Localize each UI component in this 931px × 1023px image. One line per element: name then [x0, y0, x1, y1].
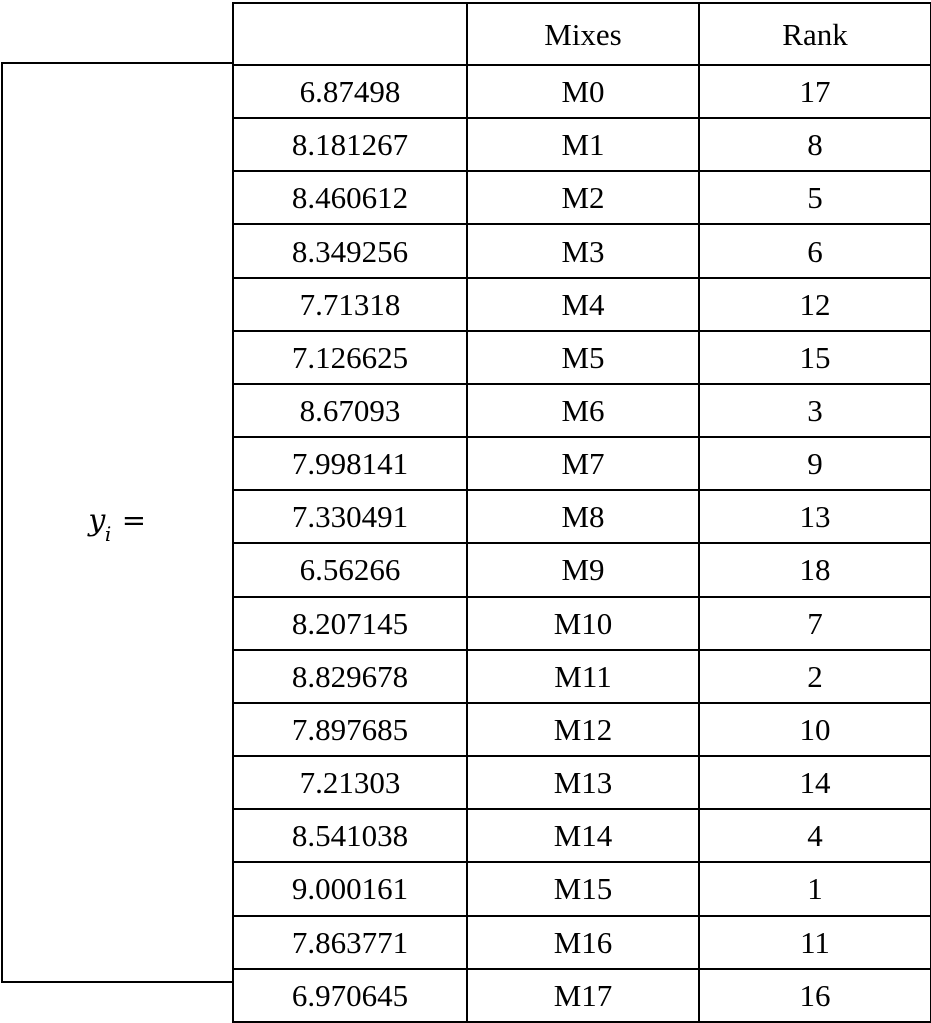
- cell-mix: M8: [467, 490, 699, 543]
- cell-value: 8.829678: [233, 650, 467, 703]
- cell-mix: M11: [467, 650, 699, 703]
- label-equals: =: [121, 503, 147, 537]
- table-row: [233, 703, 931, 756]
- cell-value: 8.207145: [233, 597, 467, 650]
- cell-value: 7.998141: [233, 437, 467, 490]
- cell-mix: M10: [467, 597, 699, 650]
- cell-mix: M15: [467, 862, 699, 915]
- mixes-rank-table: [232, 2, 931, 1023]
- column-header-value: [233, 3, 467, 65]
- cell-rank: 13: [699, 490, 931, 543]
- cell-value: 8.460612: [233, 171, 467, 224]
- cell-value: 7.863771: [233, 916, 467, 969]
- cell-mix: M16: [467, 916, 699, 969]
- cell-rank: 10: [699, 703, 931, 756]
- table-row: [233, 490, 931, 543]
- cell-rank: 6: [699, 224, 931, 277]
- table-row: [233, 756, 931, 809]
- table-row: [233, 384, 931, 437]
- cell-mix: M12: [467, 703, 699, 756]
- cell-value: 6.56266: [233, 543, 467, 596]
- cell-mix: M14: [467, 809, 699, 862]
- cell-rank: 12: [699, 278, 931, 331]
- cell-value: 7.21303: [233, 756, 467, 809]
- cell-rank: 9: [699, 437, 931, 490]
- cell-mix: M13: [467, 756, 699, 809]
- cell-rank: 15: [699, 331, 931, 384]
- cell-rank: 2: [699, 650, 931, 703]
- header-row: [233, 3, 931, 65]
- label-subscript: i: [104, 522, 112, 546]
- column-header-mixes: Mixes: [467, 3, 699, 65]
- cell-value: 9.000161: [233, 862, 467, 915]
- label-variable: y: [88, 503, 106, 538]
- table-row: [233, 809, 931, 862]
- cell-mix: M9: [467, 543, 699, 596]
- table-row: [233, 171, 931, 224]
- table-row: [233, 597, 931, 650]
- cell-mix: M4: [467, 278, 699, 331]
- cell-mix: M6: [467, 384, 699, 437]
- cell-rank: 8: [699, 118, 931, 171]
- table-row: [233, 650, 931, 703]
- table-row: [233, 437, 931, 490]
- cell-value: 6.87498: [233, 65, 467, 118]
- y-i-equals-label: [88, 503, 147, 546]
- cell-value: 8.349256: [233, 224, 467, 277]
- cell-mix: M2: [467, 171, 699, 224]
- cell-rank: 4: [699, 809, 931, 862]
- cell-rank: 3: [699, 384, 931, 437]
- column-header-rank: Rank: [699, 3, 931, 65]
- cell-rank: 17: [699, 65, 931, 118]
- cell-rank: 7: [699, 597, 931, 650]
- table-row: [233, 916, 931, 969]
- table-row: [233, 278, 931, 331]
- cell-mix: M7: [467, 437, 699, 490]
- cell-value: 8.181267: [233, 118, 467, 171]
- table-header: [233, 3, 931, 65]
- cell-rank: 5: [699, 171, 931, 224]
- cell-rank: 14: [699, 756, 931, 809]
- table-row: [233, 224, 931, 277]
- table-body: [233, 65, 931, 1022]
- cell-value: 6.970645: [233, 969, 467, 1022]
- cell-mix: M5: [467, 331, 699, 384]
- table-row: [233, 862, 931, 915]
- cell-mix: M17: [467, 969, 699, 1022]
- cell-value: 8.67093: [233, 384, 467, 437]
- cell-rank: 16: [699, 969, 931, 1022]
- table-row: [233, 543, 931, 596]
- cell-rank: 11: [699, 916, 931, 969]
- table-row: [233, 331, 931, 384]
- cell-rank: 18: [699, 543, 931, 596]
- cell-value: 7.897685: [233, 703, 467, 756]
- cell-rank: 1: [699, 862, 931, 915]
- cell-value: 8.541038: [233, 809, 467, 862]
- cell-value: 7.126625: [233, 331, 467, 384]
- table-row: [233, 118, 931, 171]
- matrix-label-cell: [1, 62, 232, 983]
- cell-mix: M0: [467, 65, 699, 118]
- table-row: [233, 969, 931, 1022]
- cell-value: 7.330491: [233, 490, 467, 543]
- cell-mix: M1: [467, 118, 699, 171]
- cell-value: 7.71318: [233, 278, 467, 331]
- table-row: [233, 65, 931, 118]
- cell-mix: M3: [467, 224, 699, 277]
